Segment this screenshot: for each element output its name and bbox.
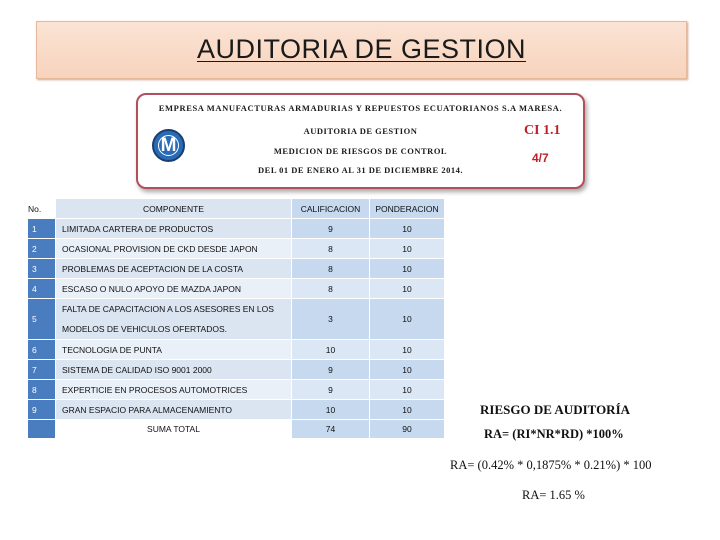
row-component: SISTEMA DE CALIDAD ISO 9001 2000	[56, 360, 292, 380]
row-component: ESCASO O NULO APOYO DE MAZDA JAPON	[56, 279, 292, 299]
row-no: 1	[28, 219, 56, 239]
page-number: 4/7	[532, 151, 549, 165]
table-row	[28, 259, 445, 279]
table-row	[28, 279, 445, 299]
header-weight: PONDERACION	[370, 199, 445, 219]
table-row	[28, 219, 445, 239]
row-component: LIMITADA CARTERA DE PRODUCTOS	[56, 219, 292, 239]
row-weight: 10	[370, 360, 445, 380]
row-rating: 9	[292, 219, 370, 239]
row-weight: 10	[370, 340, 445, 360]
row-component: PROBLEMAS DE ACEPTACION DE LA COSTA	[56, 259, 292, 279]
row-rating: 9	[292, 380, 370, 400]
table-header-row	[28, 199, 445, 219]
row-rating: 3	[292, 299, 370, 340]
table-row	[28, 239, 445, 259]
audit-subtitle: AUDITORIA DE GESTION	[303, 126, 418, 136]
measure-title: MEDICION DE RIESGOS DE CONTROL	[273, 146, 448, 156]
document-code: CI 1.1	[524, 123, 561, 138]
table-row	[28, 380, 445, 400]
row-rating: 8	[292, 239, 370, 259]
row-no: 5	[28, 299, 56, 340]
row-component: OCASIONAL PROVISION DE CKD DESDE JAPON	[56, 239, 292, 259]
row-component: EXPERTICIE EN PROCESOS AUTOMOTRICES	[56, 380, 292, 400]
row-no: 7	[28, 360, 56, 380]
table-row	[28, 360, 445, 380]
row-weight: 10	[370, 219, 445, 239]
audit-risk-result: RA= 1.65 %	[522, 488, 585, 502]
row-component: GRAN ESPACIO PARA ALMACENAMIENTO	[56, 400, 292, 420]
header-rating: CALIFICACION	[292, 199, 370, 219]
page-title: AUDITORIA DE GESTION	[196, 34, 527, 64]
header-component: COMPONENTE	[56, 199, 292, 219]
row-weight: 10	[370, 299, 445, 340]
row-weight: 10	[370, 400, 445, 420]
total-label: SUMA TOTAL	[56, 420, 292, 439]
row-no: 4	[28, 279, 56, 299]
row-no: 6	[28, 340, 56, 360]
row-no: 2	[28, 239, 56, 259]
row-rating: 9	[292, 360, 370, 380]
company-name: EMPRESA MANUFACTURAS ARMADURIAS Y REPUESTOS ECUATORIANOS S.A MARESA.	[158, 103, 563, 113]
total-weight: 90	[370, 420, 445, 439]
audit-risk-calculation: RA= (0.42% * 0,1875% * 0.21%) * 100	[450, 458, 652, 472]
total-no-cell	[28, 420, 56, 439]
row-rating: 10	[292, 340, 370, 360]
row-component: FALTA DE CAPACITACION A LOS ASESORES EN LOS MODELOS DE VEHICULOS OFERTADOS.	[56, 299, 292, 340]
risk-table	[28, 199, 445, 439]
period-text: DEL 01 DE ENERO AL 31 DE DICIEMBRE 2014.	[258, 165, 463, 175]
audit-risk-formula: RA= (RI*NR*RD) *100%	[484, 427, 624, 441]
row-weight: 10	[370, 239, 445, 259]
table-row	[28, 400, 445, 420]
row-weight: 10	[370, 380, 445, 400]
table-row	[28, 299, 445, 340]
row-no: 8	[28, 380, 56, 400]
title-banner	[36, 21, 687, 79]
row-no: 9	[28, 400, 56, 420]
row-rating: 8	[292, 279, 370, 299]
total-rating: 74	[292, 420, 370, 439]
row-rating: 10	[292, 400, 370, 420]
company-info-box	[136, 93, 585, 189]
row-weight: 10	[370, 279, 445, 299]
table-row	[28, 340, 445, 360]
row-weight: 10	[370, 259, 445, 279]
audit-risk-title: RIESGO DE AUDITORÍA	[480, 402, 631, 417]
table-total-row	[28, 420, 445, 439]
row-component: TECNOLOGIA DE PUNTA	[56, 340, 292, 360]
logo-letter: M	[160, 135, 177, 156]
row-no: 3	[28, 259, 56, 279]
header-no: No.	[28, 199, 56, 219]
row-rating: 8	[292, 259, 370, 279]
